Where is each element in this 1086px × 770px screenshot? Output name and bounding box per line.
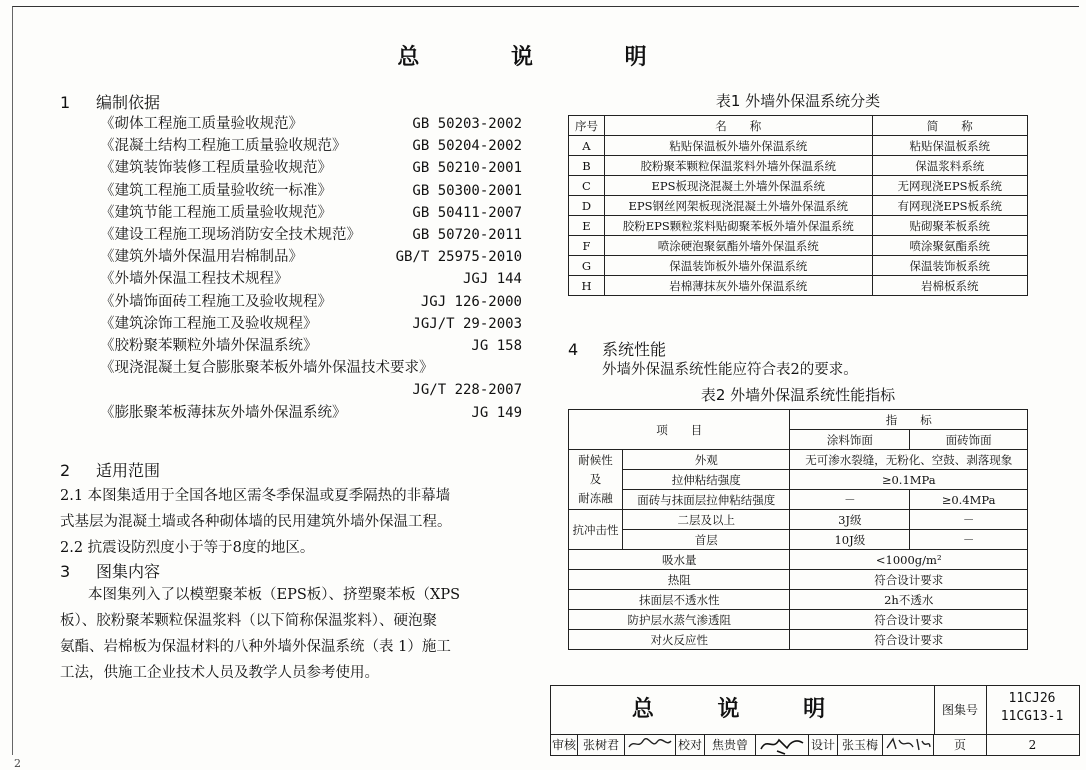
table-cell: 粘贴保温板外墙外保温系统 xyxy=(604,136,872,156)
checker-signature xyxy=(756,735,809,755)
reference-item xyxy=(100,357,522,379)
page-title: 总 说 明 xyxy=(397,45,689,70)
page-number: 2 xyxy=(1028,738,1037,752)
reference-item xyxy=(100,224,522,246)
title-block-sign-row xyxy=(551,735,1079,755)
table-cell: 胶粉EPS颗粒浆料贴砌聚苯板外墙外保温系统 xyxy=(604,216,872,236)
table-row xyxy=(569,196,1028,216)
table-cell: 符合设计要求 xyxy=(790,570,1028,590)
reference-code: JGJ 126-2000 xyxy=(420,293,522,310)
table-cell: － xyxy=(790,490,910,510)
reference-code: JG 158 xyxy=(471,338,522,354)
table-cell: 符合设计要求 xyxy=(790,610,1028,630)
table-cell: ≥0.4MPa xyxy=(910,490,1028,510)
table-header-row xyxy=(569,410,1028,430)
column-header: 简 称 xyxy=(872,116,1027,136)
table-cell: 防护层水蒸气渗透阻 xyxy=(569,610,790,630)
table-cell: 有网现浇EPS板系统 xyxy=(872,196,1027,216)
paint-finish-header: 涂料饰面 xyxy=(790,430,910,450)
table-cell: 无可渗水裂缝，无粉化、空鼓、剥落现象 xyxy=(790,450,1028,470)
table-row xyxy=(569,216,1028,236)
reference-code: GB 50720-2011 xyxy=(412,227,522,243)
title-block-title: 总 说 明 xyxy=(551,686,935,734)
atlas-number xyxy=(987,690,1077,726)
table-cell: － xyxy=(910,510,1028,530)
table-cell: B xyxy=(569,156,605,176)
reference-name: 《外墙外保温工程技术规程》 xyxy=(100,271,289,288)
design-label: 设计 xyxy=(809,735,838,755)
text-line: 2.2 抗震设防烈度小于等于8度的地区。 xyxy=(60,540,315,556)
tile-finish-header: 面砖饰面 xyxy=(910,430,1028,450)
corner-page-mark: 2 xyxy=(14,757,21,770)
text-line: 式基层为混凝土墙或各种砌体墙的民用建筑外墙外保温工程。 xyxy=(60,514,452,530)
section-3-text xyxy=(60,582,460,686)
table-row xyxy=(569,630,1028,650)
table-row xyxy=(569,510,1028,530)
table-cell: EPS板现浇混凝土外墙外保温系统 xyxy=(604,176,872,196)
designer-signature xyxy=(883,735,934,755)
section-1-heading xyxy=(60,90,160,113)
reference-name: 《建筑工程施工质量验收统一标准》 xyxy=(100,182,332,199)
table-1-caption: 表1 外墙外保温系统分类 xyxy=(715,92,881,110)
table-row xyxy=(569,490,1028,510)
reference-name: 《胶粉聚苯颗粒外墙外保温系统》 xyxy=(100,338,318,354)
reference-code: GB 50203-2002 xyxy=(412,116,522,132)
table-row xyxy=(569,610,1028,630)
checker-name: 焦贵曾 xyxy=(705,735,756,755)
table-cell: H xyxy=(569,276,605,296)
table-row xyxy=(569,156,1028,176)
section-2-text xyxy=(60,483,452,561)
table-cell: 保温装饰板外墙外保温系统 xyxy=(604,256,872,276)
page-label: 页 xyxy=(934,735,987,755)
table-cell: 保温浆料系统 xyxy=(872,156,1027,176)
column-header: 序号 xyxy=(569,116,605,136)
table-cell: A xyxy=(569,136,605,156)
reference-name: 《混凝土结构工程施工质量验收规范》 xyxy=(100,138,347,155)
text-line: 本图集列入了以模塑聚苯板（EPS板）、挤塑聚苯板（XPS xyxy=(88,587,461,603)
table-cell: 热阻 xyxy=(569,570,790,590)
table-2 xyxy=(568,409,1028,650)
table-2-caption: 表2 外墙外保温系统性能指标 xyxy=(700,386,896,404)
reference-name: 《砌体工程施工质量验收规范》 xyxy=(100,116,303,132)
text-line: 2.1 本图集适用于全国各地区需冬季保温或夏季隔热的非幕墙 xyxy=(60,488,451,504)
section-3-heading xyxy=(60,559,160,582)
reference-name: 《建筑涂饰工程施工及验收规程》 xyxy=(100,315,318,332)
reference-name: 《建筑节能工程施工质量验收规范》 xyxy=(100,204,332,221)
table-row xyxy=(569,590,1028,610)
reference-item xyxy=(100,268,522,290)
table-row xyxy=(569,236,1028,256)
table-cell: 吸水量 xyxy=(569,550,790,570)
reference-name: 《现浇混凝土复合膨胀聚苯板外墙外保温技术要求》 xyxy=(100,360,434,377)
reference-item xyxy=(100,313,522,335)
reference-code: JG 149 xyxy=(471,404,522,421)
index-header: 指 标 xyxy=(790,410,1028,430)
reference-code: JGJ 144 xyxy=(462,271,522,288)
reference-code: GB 50411-2007 xyxy=(412,204,522,221)
text-line: 工法，供施工企业技术人员及教学人员参考使用。 xyxy=(60,665,379,681)
table-1 xyxy=(568,115,1028,296)
reference-item xyxy=(100,135,522,157)
reference-item xyxy=(100,246,522,268)
table-row xyxy=(569,470,1028,490)
table-cell: 岩棉薄抹灰外墙外保温系统 xyxy=(604,276,872,296)
text-line: 氨酯、岩棉板为保温材料的八种外墙外保温系统（表 1）施工 xyxy=(60,639,451,655)
table-cell: 首层 xyxy=(622,530,790,550)
table-cell: 抹面层不透水性 xyxy=(569,590,790,610)
table-cell: 保温装饰板系统 xyxy=(872,256,1027,276)
item-header: 项 目 xyxy=(569,410,790,450)
table-cell: 贴砌聚苯板系统 xyxy=(872,216,1027,236)
table-row xyxy=(569,550,1028,570)
reference-item xyxy=(100,402,522,424)
section-title: 系统性能 xyxy=(602,340,667,359)
table-cell: G xyxy=(569,256,605,276)
designer-name: 张玉梅 xyxy=(838,735,883,755)
reference-item xyxy=(100,202,522,224)
table-cell: 喷涂硬泡聚氨酯外墙外保温系统 xyxy=(604,236,872,256)
column-header: 名 称 xyxy=(604,116,872,136)
table-cell: EPS钢丝网架板现浇混凝土外墙外保温系统 xyxy=(604,196,872,216)
reviewer-signature xyxy=(625,735,676,755)
table-cell: 无网现浇EPS板系统 xyxy=(872,176,1027,196)
reference-code: JGJ/T 29-2003 xyxy=(412,315,522,332)
table-row xyxy=(569,450,1028,470)
table-row xyxy=(569,530,1028,550)
table-cell: 面砖与抹面层拉伸粘结强度 xyxy=(622,490,790,510)
reference-name: 《建设工程施工现场消防安全技术规范》 xyxy=(100,227,361,243)
check-label: 校对 xyxy=(676,735,705,755)
section-number: 2 xyxy=(60,461,71,480)
table-cell: F xyxy=(569,236,605,256)
reviewer-name: 张树君 xyxy=(578,735,625,755)
reference-item xyxy=(100,113,522,135)
table-cell: 二层及以上 xyxy=(622,510,790,530)
table-cell: － xyxy=(910,530,1028,550)
section-2-heading xyxy=(60,458,160,481)
reference-code: GB 50300-2001 xyxy=(412,182,522,199)
text-line: 板）、胶粉聚苯颗粒保温浆料（以下简称保温浆料）、硬泡聚 xyxy=(60,613,437,629)
section-number: 4 xyxy=(568,340,579,359)
reference-item xyxy=(100,157,522,179)
table-row xyxy=(569,570,1028,590)
table-cell: 外观 xyxy=(622,450,790,470)
table-cell: E xyxy=(569,216,605,236)
title-block-main-row xyxy=(551,686,1079,735)
table-cell: 符合设计要求 xyxy=(790,630,1028,650)
table-cell: 胶粉聚苯颗粒保温浆料外墙外保温系统 xyxy=(604,156,872,176)
group-weathering xyxy=(569,450,623,510)
section-4-text: 外墙外保温系统性能应符合表2的要求。 xyxy=(602,362,858,378)
atlas-code-2: 11CG13-1 xyxy=(1000,709,1064,724)
title-block xyxy=(550,685,1080,756)
reference-name: 《外墙饰面砖工程施工及验收规程》 xyxy=(100,293,332,310)
reference-code: GB 50204-2002 xyxy=(412,138,522,155)
table-row xyxy=(569,256,1028,276)
group-label-line: 及 xyxy=(589,472,602,486)
table-cell: 3J级 xyxy=(790,510,910,530)
reference-code: JG/T 228-2007 xyxy=(412,382,522,399)
atlas-code-1: 11CJ26 xyxy=(1008,691,1056,706)
reference-name: 《建筑外墙外保温用岩棉制品》 xyxy=(100,249,303,266)
table-cell: <1000g/m² xyxy=(790,550,1028,570)
reference-code: GB 50210-2001 xyxy=(412,160,522,177)
table-cell: ≥0.1MPa xyxy=(790,470,1028,490)
table-cell: 2h不透水 xyxy=(790,590,1028,610)
reference-name: 《建筑装饰装修工程质量验收规范》 xyxy=(100,160,332,177)
table-cell: 10J级 xyxy=(790,530,910,550)
table-cell: 对火反应性 xyxy=(569,630,790,650)
section-title: 图集内容 xyxy=(96,562,161,581)
table-cell: D xyxy=(569,196,605,216)
table-cell: 喷涂聚氨酯系统 xyxy=(872,236,1027,256)
table-cell: 粘贴保温板系统 xyxy=(872,136,1027,156)
reference-item xyxy=(100,291,522,313)
table-cell: C xyxy=(569,176,605,196)
reference-item xyxy=(100,180,522,202)
section-title: 编制依据 xyxy=(96,93,161,112)
group-label-line: 耐候性 xyxy=(578,453,613,467)
reference-item xyxy=(100,335,522,357)
table-row xyxy=(569,176,1028,196)
table-cell: 拉伸粘结强度 xyxy=(622,470,790,490)
reference-name: 《膨胀聚苯板薄抹灰外墙外保温系统》 xyxy=(100,404,347,421)
section-number: 1 xyxy=(60,93,71,112)
group-impact: 抗冲击性 xyxy=(569,510,623,550)
section-title: 适用范围 xyxy=(96,461,161,480)
table-row xyxy=(569,276,1028,296)
group-label-line: 耐冻融 xyxy=(578,491,613,505)
table-header-row xyxy=(569,116,1028,136)
review-label: 审核 xyxy=(551,735,578,755)
table-cell: 岩棉板系统 xyxy=(872,276,1027,296)
atlas-number-label: 图集号 xyxy=(934,686,987,734)
table-row xyxy=(569,136,1028,156)
reference-item xyxy=(100,379,522,401)
section-number: 3 xyxy=(60,562,71,581)
reference-code: GB/T 25975-2010 xyxy=(395,249,522,266)
